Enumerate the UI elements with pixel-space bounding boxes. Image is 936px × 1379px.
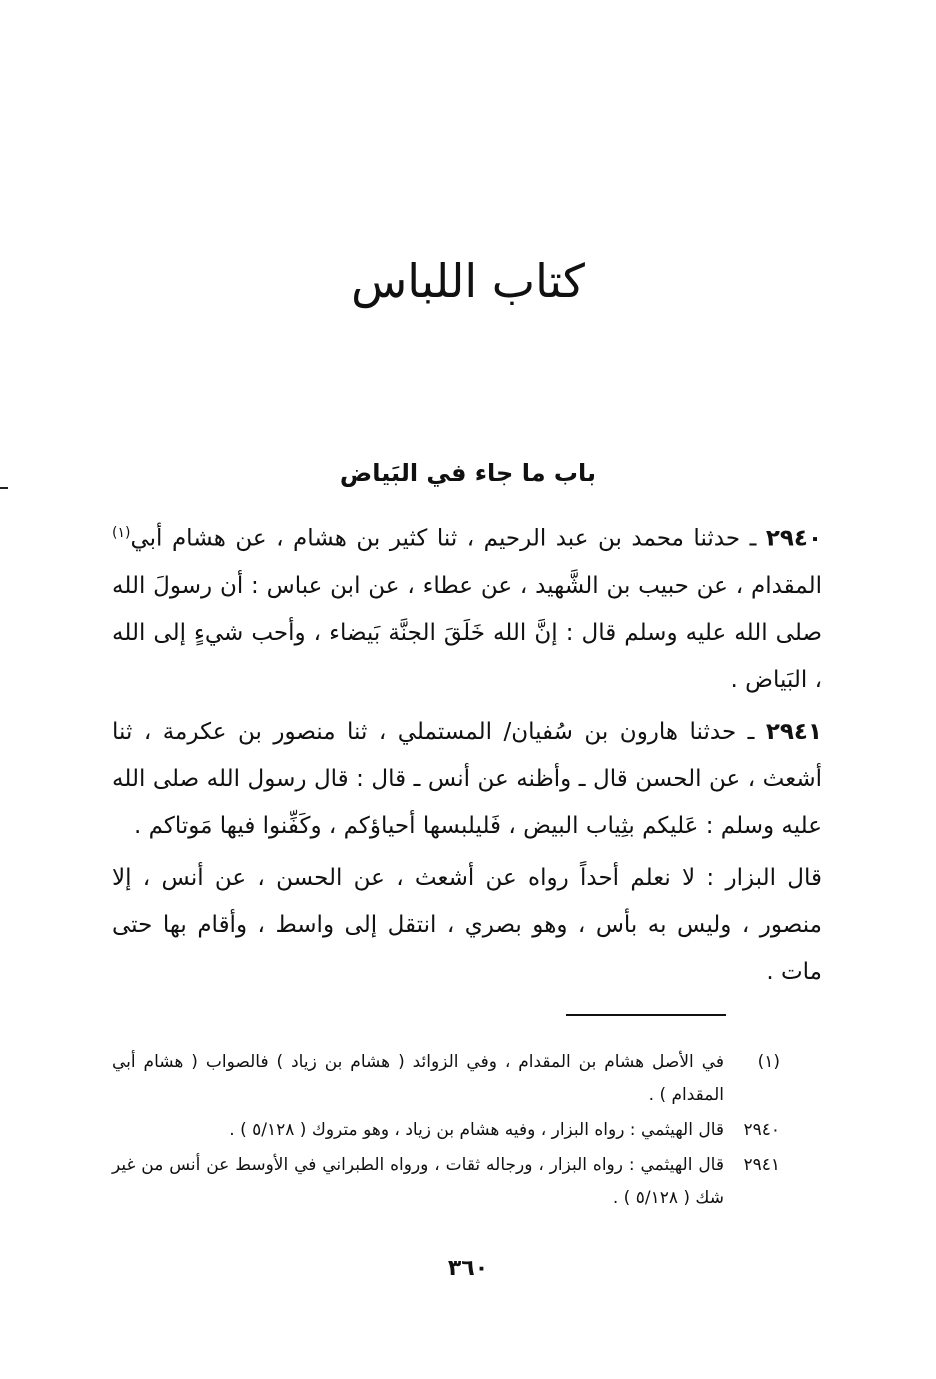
book-title: كتاب اللباس <box>351 254 585 308</box>
footnote <box>112 1114 780 1147</box>
hadith-text: ـ حدثنا محمد بن عبد الرحيم ، ثنا كثير بن هشام ، عن هشام أبي <box>130 525 766 552</box>
hadith-number: ٢٩٤٠ <box>765 525 822 552</box>
hadith-text-continued: المقدام ، عن حبيب بن الشَّهيد ، عن عطاء ، عن ابن عباس : أن رسولَ الله صلى الله عليه وسلم قال : إنَّ الله خَلَقَ الجنَّة بَيضاء ، وأحب شيءٍ إلى الله ، البَياض . <box>112 572 822 693</box>
footnote-separator <box>566 1014 726 1016</box>
footnote-text: قال الهيثمي : رواه البزار ، ورجاله ثقات ، ورواه الطبراني في الأوسط عن أنس من غير شك ( ٥/١٢٨ ) . <box>112 1155 724 1208</box>
page-number: ٣٦٠ <box>447 1256 489 1281</box>
footnote-marker: (١) <box>757 1052 780 1072</box>
footnote <box>112 1149 780 1215</box>
hadith-2941 <box>112 709 822 850</box>
main-text <box>112 510 822 1001</box>
footnotes <box>112 1046 780 1217</box>
footnote-marker: ٢٩٤٠ <box>743 1120 780 1140</box>
footnote-text: قال الهيثمي : رواه البزار ، وفيه هشام بن زياد ، وهو متروك ( ٥/١٢٨ ) . <box>229 1120 724 1140</box>
bazzar-comment: قال البزار : لا نعلم أحداً رواه عن أشعث ، عن الحسن ، عن أنس ، إلا منصور ، وليس به بأس ، وهو بصري ، انتقل إلى واسط ، وأقام بها حتى مات . <box>112 864 822 985</box>
footnote <box>112 1046 780 1112</box>
footnote-marker: ٢٩٤١ <box>743 1155 780 1175</box>
footnote-text: في الأصل هشام بن المقدام ، وفي الزوائد ( هشام بن زياد ) فالصواب ( هشام أبي المقدام ) . <box>112 1052 724 1105</box>
hadith-2940 <box>112 510 822 704</box>
chapter-heading: باب ما جاء في البَياض <box>339 459 597 487</box>
hadith-text: ـ حدثنا هارون بن سُفيان/ المستملي ، ثنا منصور بن عكرمة ، ثنا أشعث ، عن الحسن قال ـ وأظنه عن أنس ـ قال : قال رسول الله صلى الله عليه وسلم : عَليكم بثِياب البيض ، فَليلبسها أحياؤكم ، وكَفِّنوا فيها مَوتاكم . <box>112 718 822 839</box>
footnote-ref: (١) <box>112 525 131 541</box>
hadith-number: ٢٩٤١ <box>765 718 822 745</box>
